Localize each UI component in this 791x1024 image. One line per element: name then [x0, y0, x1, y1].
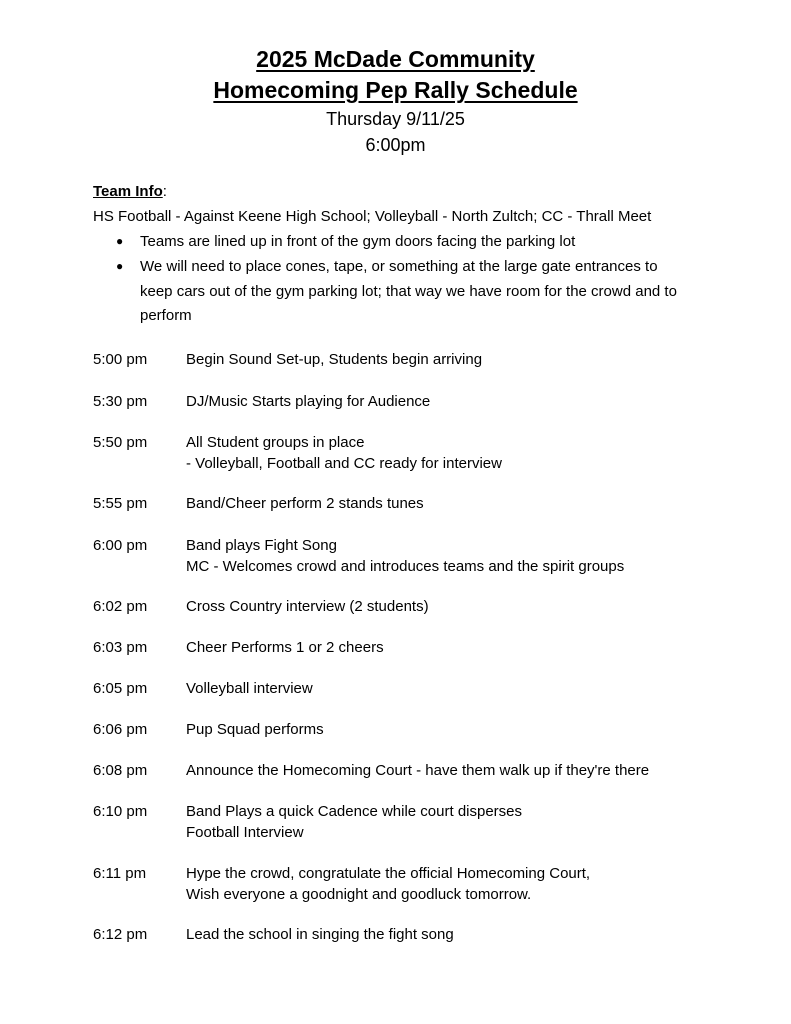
schedule-time: 5:30 pm [93, 393, 148, 410]
schedule-description: Football Interview [186, 823, 304, 841]
schedule-time: 6:00 pm [93, 537, 148, 554]
schedule-description: Cross Country interview (2 students) [186, 598, 429, 615]
schedule-description: Announce the Homecoming Court - have them walk up if they're there [186, 762, 650, 779]
schedule-description: Wish everyone a goodnight and goodluck tomorrow. [186, 885, 532, 903]
schedule-description: Band/Cheer perform 2 stands tunes [186, 495, 424, 512]
schedule-time: 6:05 pm [93, 680, 148, 697]
schedule-description: All Student groups in place [186, 434, 365, 451]
schedule-time: 6:11 pm [93, 865, 147, 882]
bullet-text: We will need to place cones, tape, or something at the large gate entrances to [140, 258, 658, 275]
schedule-description: Begin Sound Set-up, Students begin arriving [186, 351, 483, 368]
team-info-colon: : [162, 183, 167, 200]
schedule-time: 6:10 pm [93, 803, 148, 820]
schedule-time: 6:03 pm [93, 639, 148, 656]
bullet-text: perform [140, 307, 192, 324]
schedule-time: 6:12 pm [93, 926, 148, 943]
event-date: Thursday 9/11/25 [326, 109, 465, 129]
schedule-description: MC - Welcomes crowd and introduces teams and the spirit groups [186, 557, 625, 575]
schedule-time: 6:06 pm [93, 721, 148, 738]
schedule-time: 6:02 pm [93, 598, 148, 615]
schedule-time: 5:00 pm [93, 351, 148, 368]
schedule-description: DJ/Music Starts playing for Audience [186, 393, 431, 410]
schedule-time: 5:50 pm [93, 434, 148, 451]
schedule-description: Cheer Performs 1 or 2 cheers [186, 639, 384, 656]
event-time: 6:00pm [365, 135, 426, 155]
title-line-2: Homecoming Pep Rally Schedule [213, 77, 578, 103]
bullet-text: Teams are lined up in front of the gym doors facing the parking lot [140, 233, 576, 250]
team-info-heading: Team Info [93, 183, 163, 200]
schedule-description: Band plays Fight Song [186, 537, 337, 554]
schedule-description: Volleyball interview [186, 680, 313, 697]
schedule-description: Hype the crowd, congratulate the official Homecoming Court, [186, 865, 591, 882]
schedule-time: 6:08 pm [93, 762, 148, 779]
schedule-description: Pup Squad performs [186, 721, 324, 738]
team-info-line: HS Football - Against Keene High School; Volleyball - North Zultch; CC - Thrall Meet [93, 208, 652, 225]
team-info-heading-line [93, 180, 167, 205]
schedule-time: 5:55 pm [93, 495, 148, 512]
title-line-1: 2025 McDade Community [256, 46, 535, 72]
bullet-icon: ● [116, 234, 124, 248]
schedule-description: Band Plays a quick Cadence while court disperses [186, 803, 523, 820]
schedule-description: - Volleyball, Football and CC ready for interview [186, 454, 502, 472]
schedule-description: Lead the school in singing the fight song [186, 926, 454, 943]
bullet-text: keep cars out of the gym parking lot; that way we have room for the crowd and to [140, 282, 677, 300]
bullet-icon: ● [116, 259, 124, 273]
